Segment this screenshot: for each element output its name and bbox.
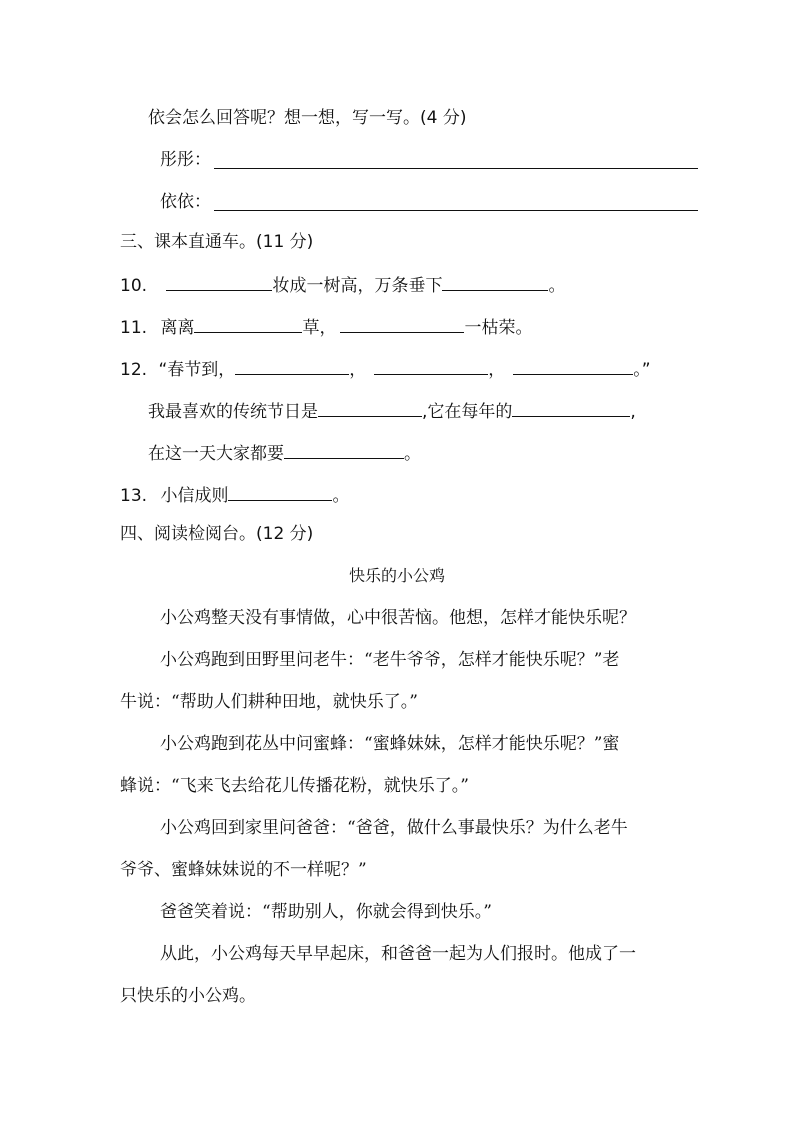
q10-text-1: 妆成一树高，万条垂下 bbox=[272, 276, 443, 296]
q10 bbox=[120, 272, 565, 298]
story-paragraph: 只快乐的小公鸡。 bbox=[120, 986, 256, 1006]
story-paragraph: 小公鸡跑到田野里问老牛：“老牛爷爷，怎样才能快乐呢？”老 bbox=[160, 650, 620, 670]
section3-heading: 三、课本直通车。(11 分) bbox=[120, 232, 314, 252]
q12-line-1 bbox=[120, 356, 651, 382]
q9-answer-line-tongtong[interactable] bbox=[214, 167, 698, 169]
q10-blank-1[interactable] bbox=[166, 272, 272, 291]
q12-quote: “春节到， bbox=[158, 360, 236, 380]
q12-favorite-label: 我最喜欢的传统节日是 bbox=[148, 402, 318, 422]
story-paragraph: 小公鸡跑到花丛中问蜜蜂：“蜜蜂妹妹，怎样才能快乐呢？”蜜 bbox=[160, 734, 620, 754]
q13 bbox=[120, 482, 349, 508]
q12-blank-3[interactable] bbox=[513, 356, 633, 375]
q12-blank-1[interactable] bbox=[235, 356, 349, 375]
q10-text-2: 。 bbox=[548, 276, 566, 296]
q12-favorite-blank[interactable] bbox=[318, 398, 422, 417]
q12-activity-label: 在这一天大家都要 bbox=[148, 444, 284, 464]
q12-period: 。 bbox=[404, 444, 421, 464]
q9-label-tongtong: 彤彤： bbox=[160, 150, 211, 170]
q13-text-1: 小信成则 bbox=[160, 486, 229, 506]
q12-end: 。” bbox=[633, 360, 651, 380]
q11-text-2: 草， bbox=[302, 318, 337, 338]
q12-activity-blank[interactable] bbox=[284, 440, 404, 459]
section4-heading: 四、阅读检阅台。(12 分) bbox=[120, 524, 314, 544]
q11 bbox=[120, 314, 532, 340]
story-paragraph: 爷爷、蜜蜂妹妹说的不一样呢？” bbox=[120, 860, 367, 880]
q13-number: 13. bbox=[120, 486, 148, 506]
q9-prompt: 依会怎么回答呢？想一想，写一写。(4 分) bbox=[148, 108, 467, 128]
q9-answer-line-yiyi[interactable] bbox=[214, 209, 698, 211]
q13-blank[interactable] bbox=[228, 482, 332, 501]
q11-text-3: 一枯荣。 bbox=[464, 318, 533, 338]
q12-month-blank[interactable] bbox=[512, 398, 630, 417]
q12-number: 12. bbox=[120, 360, 148, 380]
q12-sep-1: ， bbox=[349, 360, 367, 380]
story-paragraph: 小公鸡整天没有事情做，心中很苦恼。他想，怎样才能快乐呢？ bbox=[160, 608, 636, 628]
q12-line-3 bbox=[148, 440, 421, 466]
q9-label-yiyi: 依依： bbox=[160, 192, 211, 212]
q12-sep-2: ， bbox=[488, 360, 506, 380]
story-paragraph: 从此，小公鸡每天早早起床，和爸爸一起为人们报时。他成了一 bbox=[160, 944, 636, 964]
story-paragraph: 爸爸笑着说：“帮助别人，你就会得到快乐。” bbox=[160, 902, 492, 922]
q11-number: 11. bbox=[120, 318, 148, 338]
q11-blank-2[interactable] bbox=[340, 314, 464, 333]
q12-comma: , bbox=[630, 402, 636, 422]
q13-text-2: 。 bbox=[332, 486, 350, 506]
q11-text-1: 离离 bbox=[160, 318, 195, 338]
q12-line-2 bbox=[148, 398, 636, 424]
q12-blank-2[interactable] bbox=[374, 356, 488, 375]
story-title: 快乐的小公鸡 bbox=[348, 566, 445, 585]
q11-blank-1[interactable] bbox=[194, 314, 302, 333]
q10-number: 10. bbox=[120, 276, 148, 296]
story-paragraph: 小公鸡回到家里问爸爸：“爸爸，做什么事最快乐？为什么老牛 bbox=[160, 818, 628, 838]
q10-blank-2[interactable] bbox=[442, 272, 548, 291]
story-paragraph: 牛说：“帮助人们耕种田地，就快乐了。” bbox=[120, 692, 418, 712]
story-paragraph: 蜂说：“飞来飞去给花儿传播花粉，就快乐了。” bbox=[120, 776, 469, 796]
q12-month-label: ,它在每年的 bbox=[422, 402, 513, 422]
